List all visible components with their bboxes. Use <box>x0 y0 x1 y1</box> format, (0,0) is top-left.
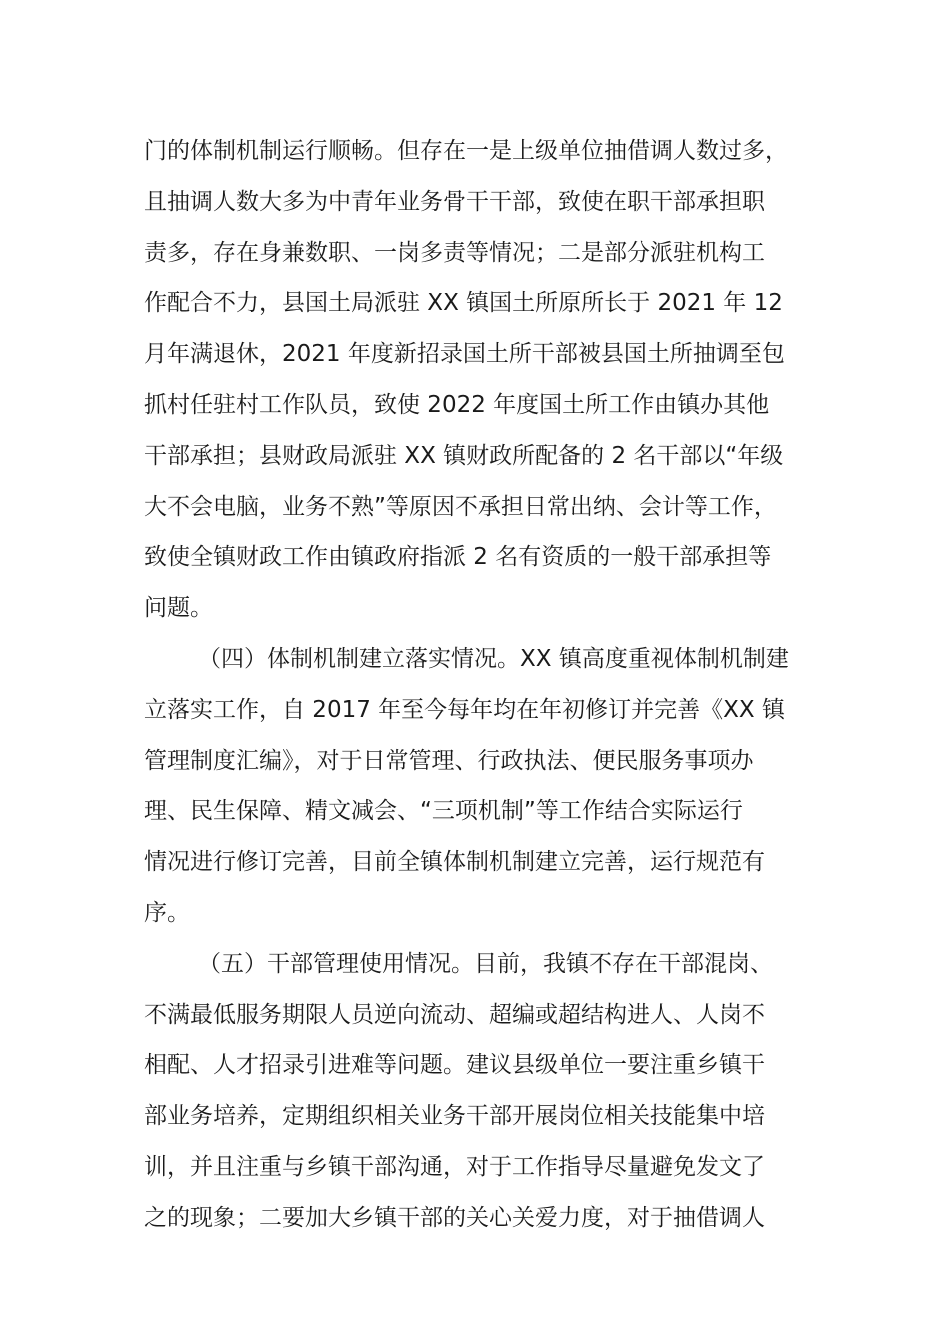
text-line: 情况进行修订完善，目前全镇体制机制建立完善，运行规范有 <box>144 849 765 876</box>
text-line: 训，并且注重与乡镇干部沟通，对于工作指导尽量避免发文了 <box>144 1153 765 1180</box>
text-line: 部业务培养，定期组织相关业务干部开展岗位相关技能集中培 <box>144 1103 765 1130</box>
text-line: 管理制度汇编》，对于日常管理、行政执法、便民服务事项办 <box>144 747 754 774</box>
text-line: 问题。 <box>144 595 213 622</box>
text-line: 抓村任驻村工作队员，致使 2022 年度国土所工作由镇办其他 <box>144 391 770 418</box>
text-line: 序。 <box>144 899 190 926</box>
text-line: 相配、人才招录引进难等问题。建议县级单位一要注重乡镇干 <box>144 1052 765 1079</box>
text-line: 大不会电脑，业务不熟”等原因不承担日常出纳、会计等工作， <box>144 493 777 520</box>
text-line: 且抽调人数大多为中青年业务骨干干部，致使在职干部承担职 <box>144 188 765 215</box>
text-line: 立落实工作，自 2017 年至今每年均在年初修订并完善《XX 镇 <box>144 696 785 723</box>
text-line: 干部承担；县财政局派驻 XX 镇财政所配备的 2 名干部以“年级 <box>144 442 784 469</box>
section-heading-line: （四）体制机制建立落实情况。XX 镇高度重视体制机制建 <box>198 645 789 672</box>
section-heading-line: （五）干部管理使用情况。目前，我镇不存在干部混岗、 <box>198 950 773 977</box>
text-line: 致使全镇财政工作由镇政府指派 2 名有资质的一般干部承担等 <box>144 544 772 571</box>
text-line: 理、民生保障、精文减会、“三项机制”等工作结合实际运行 <box>144 798 743 825</box>
text-line: 门的体制机制运行顺畅。但存在一是上级单位抽借调人数过多， <box>144 138 788 164</box>
text-line: 之的现象；二要加大乡镇干部的关心关爱力度，对于抽借调人 <box>144 1204 765 1231</box>
text-line: 月年满退休，2021 年度新招录国土所干部被县国土所抽调至包 <box>144 341 785 368</box>
text-line: 作配合不力，县国土局派驻 XX 镇国土所原所长于 2021 年 12 <box>144 290 783 317</box>
text-line: 责多，存在身兼数职、一岗多责等情况；二是部分派驻机构工 <box>144 239 765 266</box>
document-body <box>144 126 814 1244</box>
text-line: 不满最低服务期限人员逆向流动、超编或超结构进人、人岗不 <box>144 1001 765 1028</box>
